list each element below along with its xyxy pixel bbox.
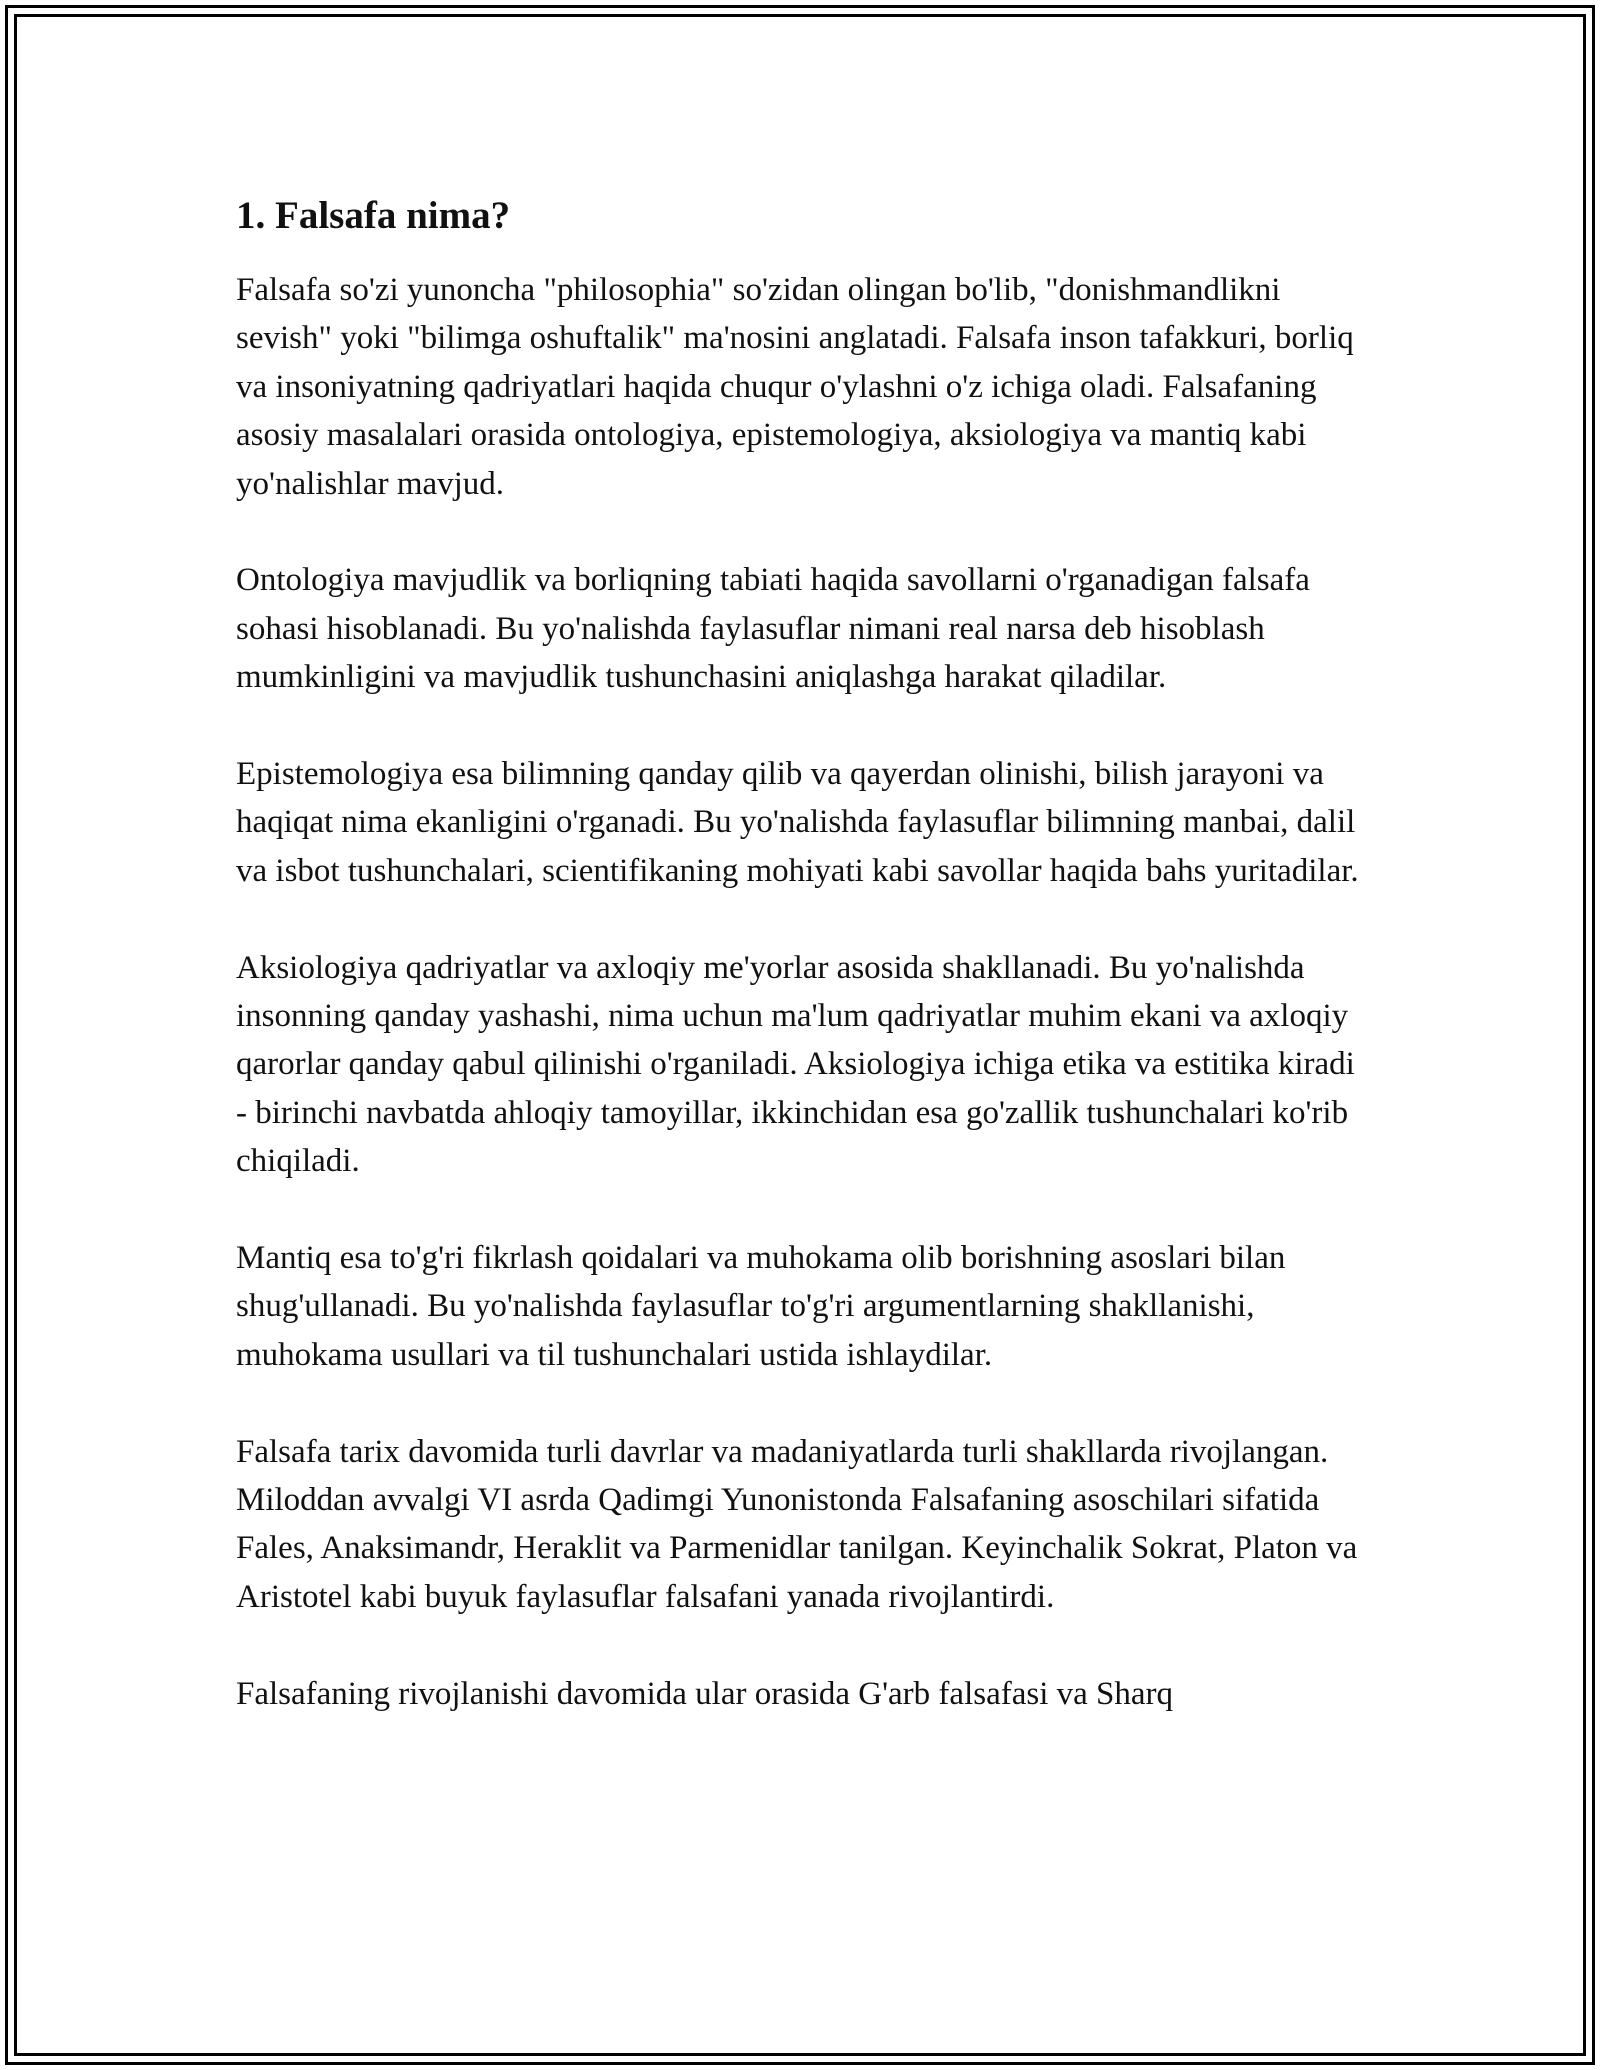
paragraph-intro: Falsafa so'zi yunoncha "philosophia" so'zidan olingan bo'lib, "donishmandlikni sevish" yoki "bilimga oshuftalik" ma'nosini anglatadi. Falsafa inson tafakkuri, borliq va insoniyatning qadriyatlari haqida chuqur o'ylashni o'z ichiga oladi. Falsafaning asosiy masalalari orasida ontologiya, epistemologiya, aksiologiya va mantiq kabi yo'nalishlar mavjud. xyxy=(236,272,1354,502)
paragraph-ontology: Ontologiya mavjudlik va borliqning tabiati haqida savollarni o'rganadigan falsafa sohasi hisoblanadi. Bu yo'nalishda faylasuflar nimani real narsa deb hisoblash mumkinligini va mavjudlik tushunchasini aniqlashga harakat qiladilar. xyxy=(236,562,1310,696)
paragraph-epistemology: Epistemologiya esa bilimning qanday qilib va qayerdan olinishi, bilish jarayoni va haqiqat nima ekanligini o'rganadi. Bu yo'nalishda faylasuflar bilimning manbai, dalil va isbot tushunchalari, scientifikaning mohiyati kabi savollar haqida bahs yuritadilar. xyxy=(236,756,1359,889)
paragraph-history: Falsafa tarix davomida turli davrlar va madaniyatlarda turli shakllarda rivojlangan. Miloddan avvalgi VI asrda Qadimgi Yunonistonda Falsafaning asoschilari sifatida Fales, Anaksimandr, Heraklit va Parmenidlar tanilgan. Keyinchalik Sokrat, Platon va Aristotel kabi buyuk faylasuflar falsafani yanada rivojlantirdi. xyxy=(236,1433,1358,1615)
paragraph-axiology: Aksiologiya qadriyatlar va axloqiy me'yorlar asosida shakllanadi. Bu yo'nalishda insonning qanday yashashi, nima uchun ma'lum qadriyatlar muhim ekani va axloqiy qarorlar qanday qabul qilinishi o'rganiladi. Aksiologiya ichiga etika va estitika kiradi - birinchi navbatda ahloqiy tamoyillar, ikkinchidan esa go'zallik tushunchalari ko'rib chiqiladi. xyxy=(236,949,1355,1180)
paragraph-logic: Mantiq esa to'g'ri fikrlash qoidalari va muhokama olib borishning asoslari bilan shug'ullanadi. Bu yo'nalishda faylasuflar to'g'ri argumentlarning shakllanishi, muhokama usullari va til tushunchalari ustida ishlaydilar. xyxy=(236,1240,1286,1373)
paragraph-development: Falsafaning rivojlanishi davomida ular orasida G'arb falsafasi va Sharq xyxy=(236,1675,1174,1712)
section-heading: 1. Falsafa nima? xyxy=(236,194,511,237)
document-body xyxy=(236,180,1366,1766)
